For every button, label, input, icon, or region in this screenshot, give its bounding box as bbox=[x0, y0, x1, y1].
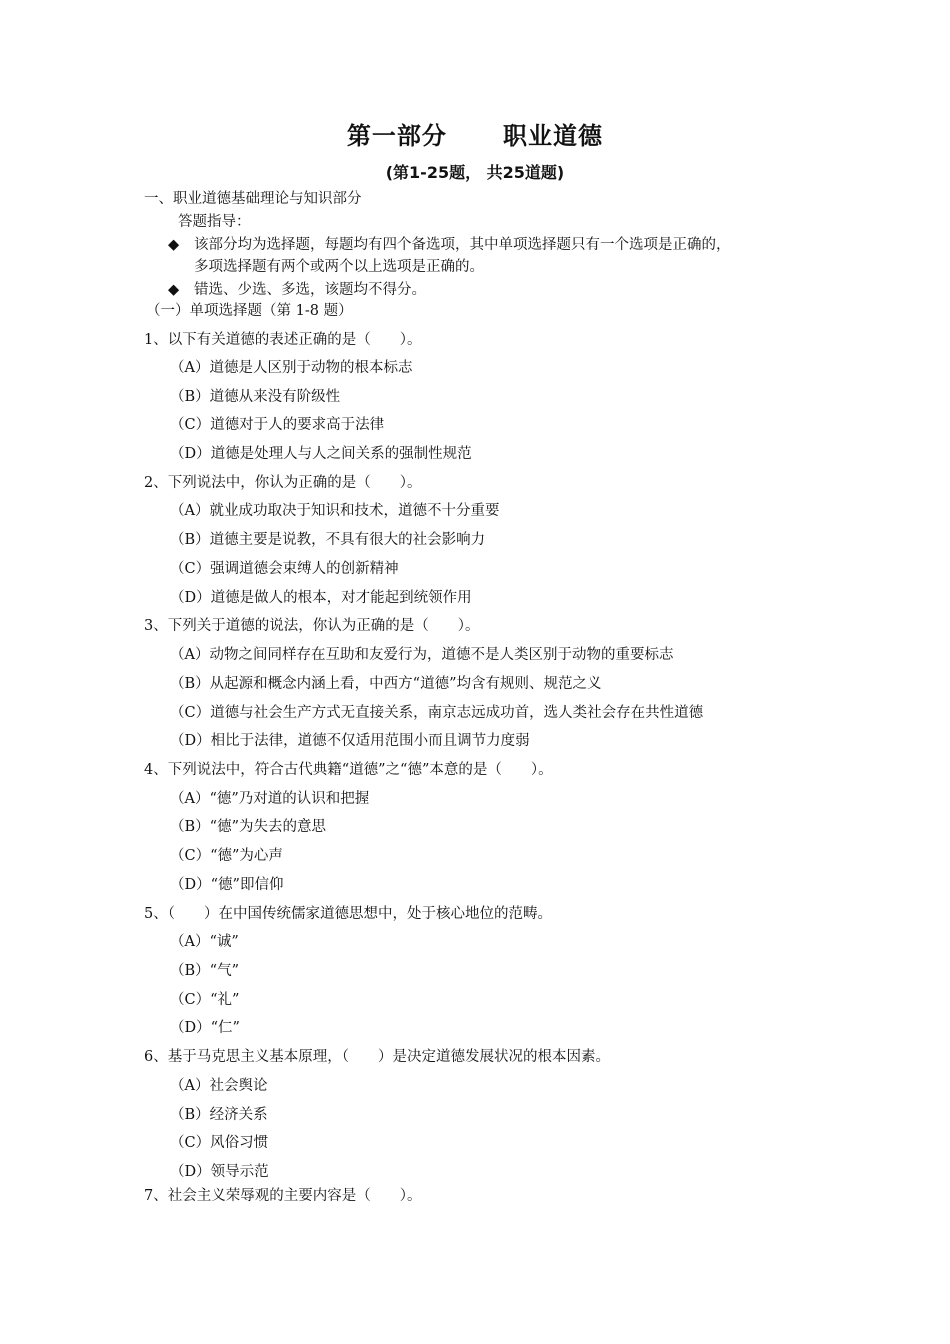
guide-bullet-continuation: 多项选择题有两个或两个以上选项是正确的。 bbox=[194, 259, 484, 275]
option-4a: （A）“德”乃对道的认识和把握 bbox=[170, 791, 370, 807]
option-2b: （B）道德主要是说教，不具有很大的社会影响力 bbox=[170, 532, 486, 548]
question-7: 7、社会主义荣辱观的主要内容是（ ）。 bbox=[144, 1188, 422, 1204]
option-1b: （B）道德从来没有阶级性 bbox=[170, 389, 341, 405]
option-4d: （D）“德”即信仰 bbox=[170, 877, 284, 893]
option-3a: （A）动物之间同样存在互助和友爱行为，道德不是人类区别于动物的重要标志 bbox=[170, 647, 674, 663]
option-5d: （D）“仁” bbox=[170, 1020, 240, 1036]
diamond-bullet-icon: ◆ bbox=[168, 237, 180, 253]
option-4c: （C）“德”为心声 bbox=[170, 848, 283, 864]
guide-bullet bbox=[168, 280, 426, 300]
question-6: 6、基于马克思主义基本原理，（ ）是决定道德发展状况的根本因素。 bbox=[144, 1049, 610, 1065]
guide-bullet-text: 该部分均为选择题，每题均有四个备选项，其中单项选择题只有一个选项是正确的， bbox=[194, 237, 731, 253]
option-6a: （A）社会舆论 bbox=[170, 1078, 268, 1094]
question-2: 2、下列说法中，你认为正确的是（ ）。 bbox=[144, 475, 422, 491]
question-1: 1、以下有关道德的表述正确的是（ ）。 bbox=[144, 332, 422, 348]
option-3d: （D）相比于法律，道德不仅适用范围小而且调节力度弱 bbox=[170, 733, 530, 749]
option-5c: （C）“礼” bbox=[170, 992, 240, 1008]
page-title: 第一部分 职业道德 bbox=[346, 122, 604, 150]
subsection-heading: （一）单项选择题（第 1-8 题） bbox=[146, 303, 353, 319]
option-5a: （A）“诚” bbox=[170, 934, 239, 950]
option-6b: （B）经济关系 bbox=[170, 1107, 268, 1123]
option-4b: （B）“德”为失去的意思 bbox=[170, 819, 326, 835]
option-3b: （B）从起源和概念内涵上看，中西方“道德”均含有规则、规范之义 bbox=[170, 676, 602, 692]
option-2a: （A）就业成功取决于知识和技术，道德不十分重要 bbox=[170, 503, 500, 519]
page-subtitle: (第1-25题， 共25道题) bbox=[385, 163, 565, 182]
option-2c: （C）强调道德会束缚人的创新精神 bbox=[170, 561, 399, 577]
guide-label: 答题指导： bbox=[178, 214, 251, 230]
option-3c: （C）道德与社会生产方式无直接关系，南京志远成功首，选人类社会存在共性道德 bbox=[170, 705, 704, 721]
question-4: 4、下列说法中，符合古代典籍“道德”之“德”本意的是（ ）。 bbox=[144, 762, 553, 778]
question-5: 5、（ ）在中国传统儒家道德思想中，处于核心地位的范畴。 bbox=[144, 906, 552, 922]
section-heading: 一、职业道德基础理论与知识部分 bbox=[144, 191, 362, 207]
guide-bullet-text: 错选、少选、多选，该题均不得分。 bbox=[194, 282, 426, 298]
diamond-bullet-icon: ◆ bbox=[168, 282, 180, 298]
option-2d: （D）道德是做人的根本，对才能起到统领作用 bbox=[170, 590, 472, 606]
option-1d: （D）道德是处理人与人之间关系的强制性规范 bbox=[170, 446, 472, 462]
option-5b: （B）“气” bbox=[170, 963, 239, 979]
option-6d: （D）领导示范 bbox=[170, 1164, 269, 1180]
option-6c: （C）风俗习惯 bbox=[170, 1135, 269, 1151]
option-1c: （C）道德对于人的要求高于法律 bbox=[170, 417, 385, 433]
guide-bullet bbox=[168, 235, 731, 255]
option-1a: （A）道德是人区别于动物的根本标志 bbox=[170, 360, 413, 376]
question-3: 3、下列关于道德的说法，你认为正确的是（ ）。 bbox=[144, 618, 480, 634]
